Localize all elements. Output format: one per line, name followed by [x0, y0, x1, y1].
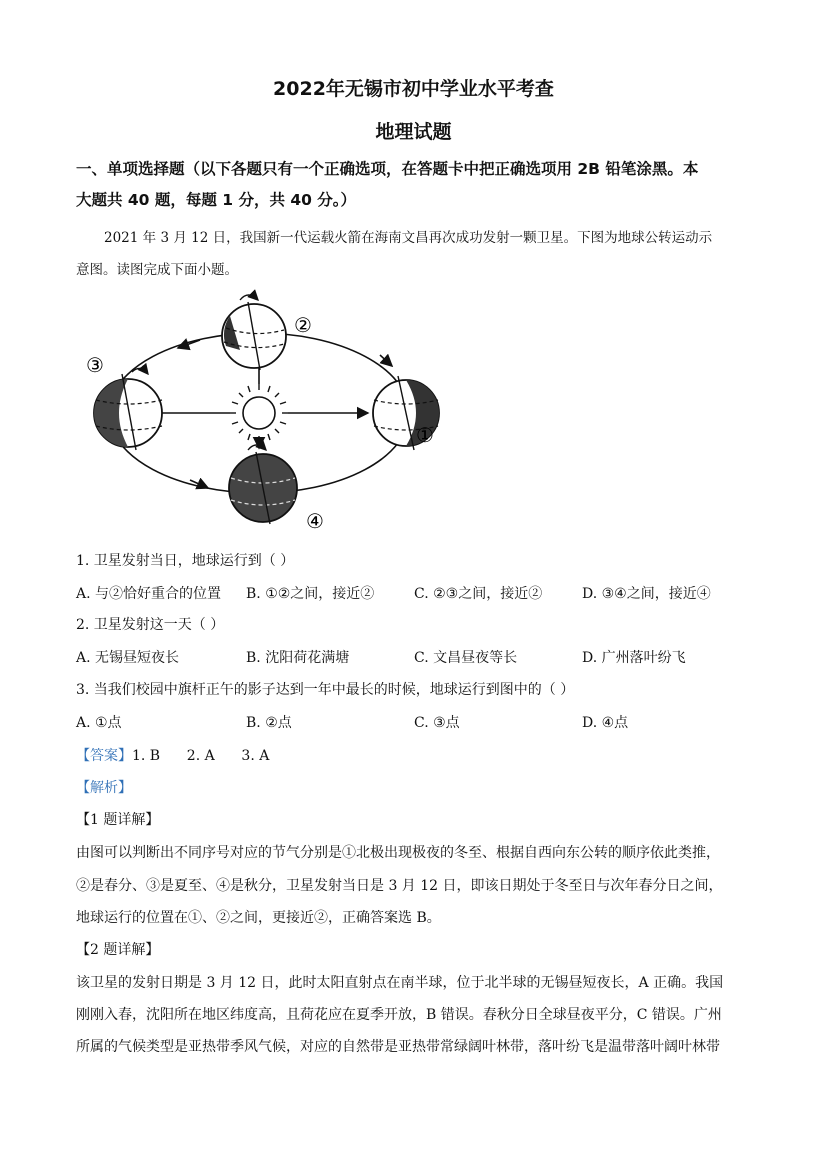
figure-label-2: ② [294, 313, 312, 337]
q2-detail-line: 所属的气候类型是亚热带季风气候，对应的自然带是亚热带常绿阔叶林带，落叶纷飞是温带落叶阔叶林带 [76, 1039, 720, 1055]
earth-position-2 [222, 295, 286, 370]
q1-option-d: D. ③④之间，接近④ [582, 586, 711, 602]
intro-line1: 2021 年 3 月 12 日，我国新一代运载火箭在海南文昌再次成功发射一颗卫星。下图为地球公转运动示 [104, 230, 713, 246]
orbit-arrow [380, 355, 392, 366]
q2-detail-heading: 【2 题详解】 [76, 942, 160, 958]
earth-position-4 [229, 445, 297, 524]
figure-label-3: ③ [86, 353, 104, 377]
q2-detail-line: 该卫星的发射日期是 3 月 12 日，此时太阳直射点在南半球，位于北半球的无锡昼短夜长，A 正确。我国 [76, 975, 724, 991]
q1-detail-line: ②是春分、③是夏至、④是秋分，卫星发射当日是 3 月 12 日，即该日期处于冬至日与次年春分日之间， [76, 878, 723, 894]
answer-row [76, 745, 269, 765]
q3-option-a: A. ①点 [76, 715, 122, 731]
q2-option-a: A. 无锡昼短夜长 [76, 650, 180, 666]
question-3-stem: 3. 当我们校园中旗杆正午的影子达到一年中最长的时候，地球运行到图中的（ ） [76, 682, 575, 698]
q1-option-a: A. 与②恰好重合的位置 [76, 586, 222, 602]
figure-label-4: ④ [306, 509, 324, 533]
figure-label-1: ① [416, 423, 434, 447]
question-1-stem: 1. 卫星发射当日，地球运行到（ ） [76, 553, 295, 569]
q3-option-b: B. ②点 [246, 715, 292, 731]
q2-detail-line: 刚刚入春，沈阳所在地区纬度高，且荷花应在夏季开放，B 错误。春秋分日全球昼夜平分，C 错误。广州 [76, 1007, 722, 1023]
q3-option-c: C. ③点 [414, 715, 460, 731]
q3-option-d: D. ④点 [582, 715, 629, 731]
section-heading-line2: 大题共 40 题，每题 1 分，共 40 分。） [76, 191, 357, 209]
q1-option-b: B. ①②之间，接近② [246, 586, 375, 602]
answer-label: 【答案】 [76, 748, 132, 764]
q2-option-b: B. 沈阳荷花满塘 [246, 650, 350, 666]
intro-line2: 意图。读图完成下面小题。 [76, 262, 238, 278]
sun-icon [230, 384, 288, 442]
earth-position-3 [94, 368, 162, 450]
question-2-stem: 2. 卫星发射这一天（ ） [76, 617, 225, 633]
page-title: 2022年无锡市初中学业水平考查 [273, 78, 554, 100]
page-subtitle: 地理试题 [375, 121, 452, 143]
q1-option-c: C. ②③之间，接近② [414, 586, 543, 602]
q2-option-d: D. 广州落叶纷飞 [582, 650, 686, 666]
analysis-label: 【解析】 [76, 780, 132, 796]
q2-option-c: C. 文昌昼夜等长 [414, 650, 518, 666]
q1-detail-heading: 【1 题详解】 [76, 812, 160, 828]
q1-detail-line: 地球运行的位置在①、②之间，更接近②，正确答案选 B。 [76, 910, 441, 926]
answer-text: 1. B 2. A 3. A [132, 748, 270, 764]
q1-detail-line: 由图可以判断出不同序号对应的节气分别是①北极出现极夜的冬至、根据自西向东公转的顺序依此类推， [76, 845, 720, 861]
earth-revolution-diagram [80, 288, 460, 538]
section-heading-line1: 一、单项选择题（以下各题只有一个正确选项，在答题卡中把正确选项用 2B 铅笔涂黑。本 [76, 160, 699, 178]
